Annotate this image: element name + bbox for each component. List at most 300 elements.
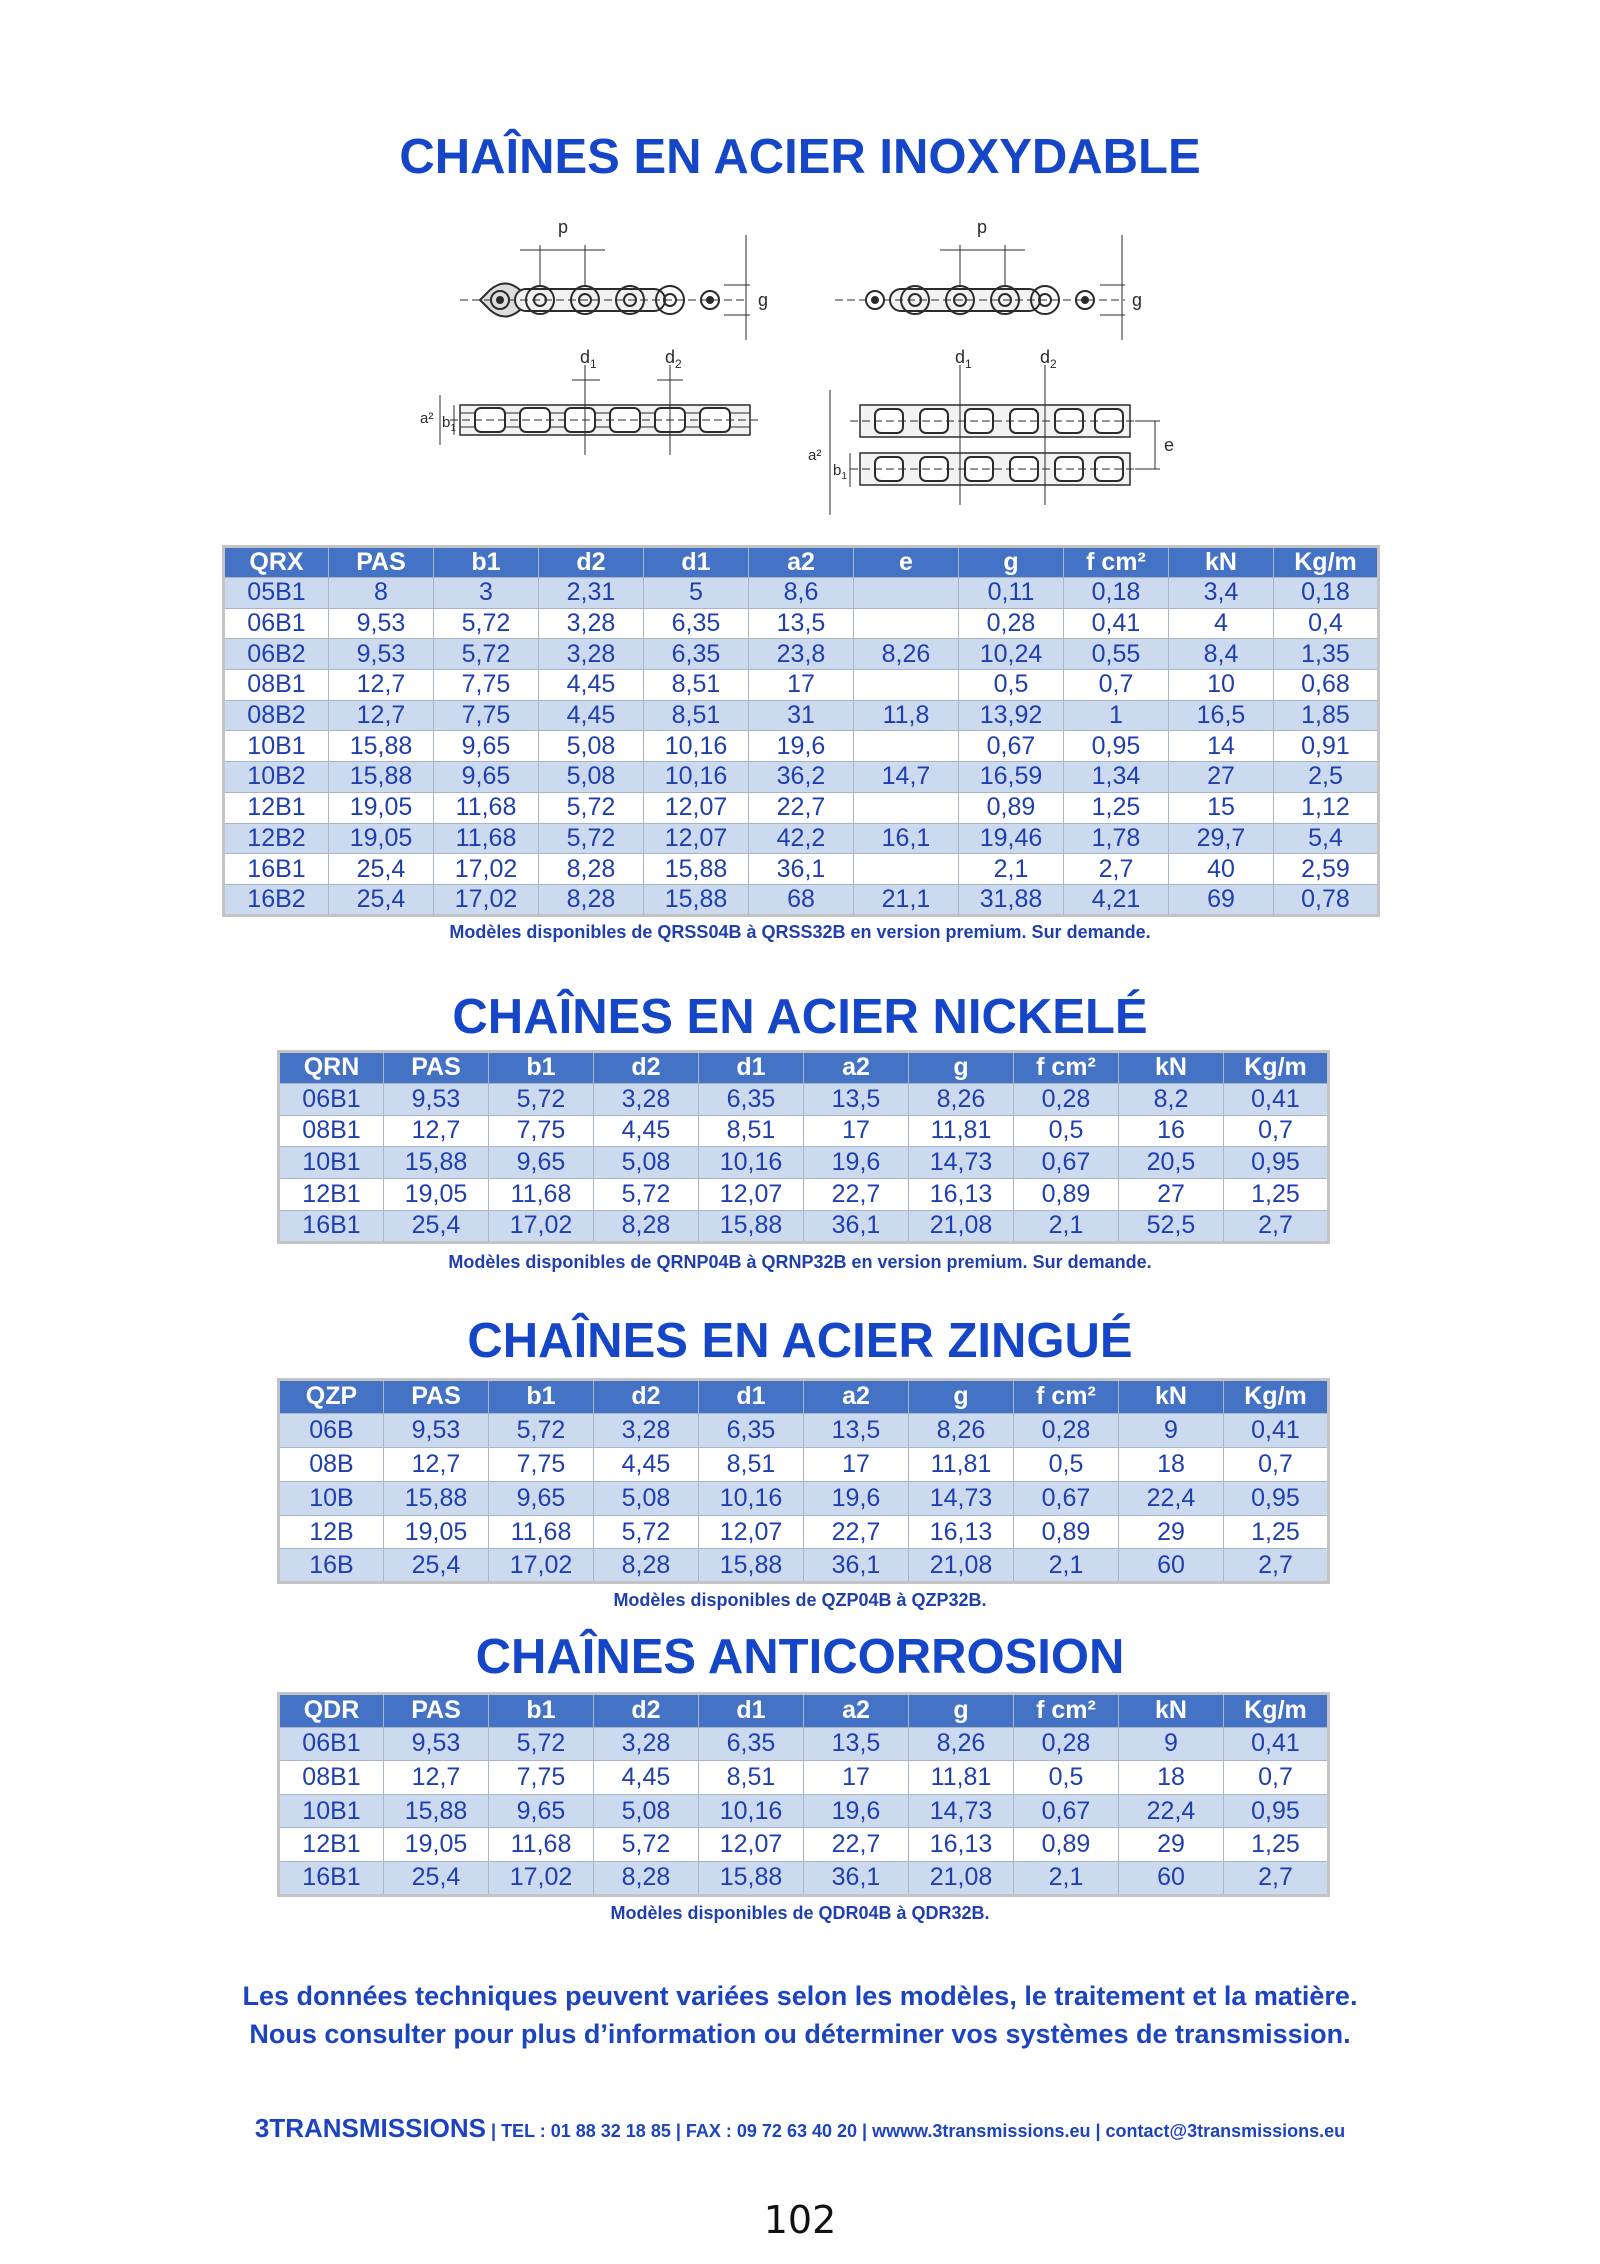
table-cell: 7,75 bbox=[489, 1115, 594, 1147]
table-cell: 2,7 bbox=[1224, 1549, 1329, 1583]
table-cell: 8,6 bbox=[749, 578, 854, 609]
table-cell: 10B1 bbox=[279, 1147, 384, 1179]
table-row bbox=[279, 1413, 1329, 1447]
b1-label-duplex: $b_1$ bbox=[833, 462, 847, 482]
table-cell: 0,41 bbox=[1064, 608, 1169, 639]
column-header: kN bbox=[1119, 1052, 1224, 1084]
phone-number: TEL : 01 88 32 18 85 bbox=[501, 2121, 671, 2141]
table-cell: 0,55 bbox=[1064, 639, 1169, 670]
table-cell: 18 bbox=[1119, 1761, 1224, 1795]
table-cell: 5,72 bbox=[434, 608, 539, 639]
page-number: 102 bbox=[763, 2198, 837, 2242]
table-row bbox=[279, 1549, 1329, 1583]
table-cell: 8,51 bbox=[699, 1447, 804, 1481]
company-name: 3TRANSMISSIONS bbox=[254, 2113, 487, 2143]
table-note-anticorrosion: Modèles disponibles de QDR04B à QDR32B. bbox=[610, 1903, 990, 1923]
table-cell: 9,53 bbox=[384, 1413, 489, 1447]
column-header: g bbox=[909, 1380, 1014, 1414]
table-cell: 0,18 bbox=[1064, 578, 1169, 609]
table-cell: 2,59 bbox=[1274, 854, 1379, 885]
table-cell: 69 bbox=[1169, 884, 1274, 915]
table-cell bbox=[854, 578, 959, 609]
column-header: a2 bbox=[749, 547, 854, 578]
table-cell: 4,45 bbox=[539, 700, 644, 731]
table-cell: 8,28 bbox=[594, 1549, 699, 1583]
table-row bbox=[279, 1179, 1329, 1211]
table-cell: 12,07 bbox=[644, 823, 749, 854]
table-cell: 29,7 bbox=[1169, 823, 1274, 854]
table-cell: 1,25 bbox=[1224, 1179, 1329, 1211]
table-cell: 5,72 bbox=[489, 1413, 594, 1447]
d2-label: $d_2$ bbox=[665, 347, 682, 371]
table-cell: 8,51 bbox=[699, 1115, 804, 1147]
table-cell: 2,1 bbox=[1014, 1549, 1119, 1583]
table-cell: 9,65 bbox=[489, 1147, 594, 1179]
column-header: f cm² bbox=[1014, 1694, 1119, 1728]
table-cell: 0,11 bbox=[959, 578, 1064, 609]
table-cell: 31 bbox=[749, 700, 854, 731]
table-cell: 42,2 bbox=[749, 823, 854, 854]
table-cell: 16B2 bbox=[224, 884, 329, 915]
column-header: f cm² bbox=[1064, 547, 1169, 578]
website-link[interactable]: wwww.3transmissions.eu bbox=[872, 2121, 1091, 2141]
table-cell: 9,53 bbox=[329, 639, 434, 670]
spec-table-zinc bbox=[277, 1378, 1330, 1584]
table-row bbox=[279, 1210, 1329, 1242]
table-row bbox=[279, 1861, 1329, 1895]
table-cell: 4,45 bbox=[539, 670, 644, 701]
table-cell: 21,08 bbox=[909, 1210, 1014, 1242]
table-cell: 0,7 bbox=[1224, 1447, 1329, 1481]
pitch-label-duplex: p bbox=[977, 217, 988, 237]
table-cell: 15 bbox=[1169, 792, 1274, 823]
column-header: QDR bbox=[279, 1694, 384, 1728]
table-cell: 11,81 bbox=[909, 1115, 1014, 1147]
table-cell: 25,4 bbox=[329, 854, 434, 885]
table-cell: 6,35 bbox=[699, 1727, 804, 1761]
table-cell: 19,05 bbox=[384, 1179, 489, 1211]
table-cell: 11,68 bbox=[489, 1179, 594, 1211]
table-cell: 19,6 bbox=[804, 1147, 909, 1179]
table-cell: 60 bbox=[1119, 1861, 1224, 1895]
table-cell: 11,68 bbox=[489, 1515, 594, 1549]
column-header: d1 bbox=[644, 547, 749, 578]
table-cell: 0,4 bbox=[1274, 608, 1379, 639]
column-header: Kg/m bbox=[1224, 1052, 1329, 1084]
column-header: d1 bbox=[699, 1052, 804, 1084]
table-row bbox=[279, 1115, 1329, 1147]
table-cell: 17,02 bbox=[489, 1549, 594, 1583]
g-label: g bbox=[758, 290, 769, 310]
column-header: Kg/m bbox=[1274, 547, 1379, 578]
table-cell: 13,5 bbox=[749, 608, 854, 639]
table-cell: 8,51 bbox=[644, 700, 749, 731]
table-cell: 16,1 bbox=[854, 823, 959, 854]
table-cell: 8,51 bbox=[644, 670, 749, 701]
column-header: b1 bbox=[489, 1694, 594, 1728]
table-row bbox=[224, 608, 1379, 639]
table-cell: 17,02 bbox=[434, 884, 539, 915]
table-cell: 0,7 bbox=[1064, 670, 1169, 701]
table-cell: 0,95 bbox=[1224, 1481, 1329, 1515]
column-header: PAS bbox=[384, 1380, 489, 1414]
column-header: a2 bbox=[804, 1052, 909, 1084]
table-cell: 10B1 bbox=[279, 1794, 384, 1828]
table-row bbox=[279, 1147, 1329, 1179]
table-cell: 14,73 bbox=[909, 1147, 1014, 1179]
table-cell: 1,25 bbox=[1064, 792, 1169, 823]
table-cell: 11,68 bbox=[434, 823, 539, 854]
table-cell: 25,4 bbox=[384, 1210, 489, 1242]
table-note-nickel: Modèles disponibles de QRNP04B à QRNP32B en version premium. Sur demande. bbox=[448, 1252, 1152, 1272]
table-cell: 16,13 bbox=[909, 1828, 1014, 1862]
table-cell: 6,35 bbox=[699, 1413, 804, 1447]
table-cell: 0,18 bbox=[1274, 578, 1379, 609]
table-cell: 27 bbox=[1169, 762, 1274, 793]
table-cell: 12B1 bbox=[279, 1828, 384, 1862]
table-cell: 17,02 bbox=[489, 1210, 594, 1242]
table-cell: 15,88 bbox=[644, 854, 749, 885]
table-cell: 29 bbox=[1119, 1515, 1224, 1549]
table-cell: 8,28 bbox=[594, 1861, 699, 1895]
table-cell: 3,28 bbox=[539, 639, 644, 670]
table-cell: 19,05 bbox=[329, 792, 434, 823]
table-cell: 16,13 bbox=[909, 1515, 1014, 1549]
info-line-1: Les données techniques peuvent variées selon les modèles, le traitement et la matière. bbox=[242, 1981, 1358, 2011]
column-header: d2 bbox=[539, 547, 644, 578]
table-cell: 21,1 bbox=[854, 884, 959, 915]
table-cell: 9,65 bbox=[434, 762, 539, 793]
table-cell: 16,59 bbox=[959, 762, 1064, 793]
table-cell: 12,7 bbox=[384, 1115, 489, 1147]
column-header: QRX bbox=[224, 547, 329, 578]
table-cell: 0,41 bbox=[1224, 1727, 1329, 1761]
table-cell: 08B1 bbox=[279, 1115, 384, 1147]
table-cell: 10,16 bbox=[644, 731, 749, 762]
table-row bbox=[224, 792, 1379, 823]
table-cell: 1,35 bbox=[1274, 639, 1379, 670]
fax-number: FAX : 09 72 63 40 20 bbox=[685, 2121, 858, 2141]
table-row bbox=[224, 762, 1379, 793]
table-cell: 25,4 bbox=[384, 1861, 489, 1895]
table-cell: 8,26 bbox=[909, 1727, 1014, 1761]
column-header: d2 bbox=[594, 1380, 699, 1414]
table-cell: 15,88 bbox=[329, 731, 434, 762]
table-cell: 05B1 bbox=[224, 578, 329, 609]
column-header: d1 bbox=[699, 1694, 804, 1728]
table-cell: 5,08 bbox=[594, 1794, 699, 1828]
table-cell: 1,34 bbox=[1064, 762, 1169, 793]
table-cell: 0,95 bbox=[1064, 731, 1169, 762]
table-cell: 5,72 bbox=[594, 1828, 699, 1862]
table-cell: 5,4 bbox=[1274, 823, 1379, 854]
table-row bbox=[224, 854, 1379, 885]
table-cell: 0,5 bbox=[959, 670, 1064, 701]
column-header: kN bbox=[1169, 547, 1274, 578]
column-header: d2 bbox=[594, 1694, 699, 1728]
table-cell: 12,07 bbox=[699, 1515, 804, 1549]
table-cell: 0,67 bbox=[959, 731, 1064, 762]
table-cell: 14 bbox=[1169, 731, 1274, 762]
column-header: Kg/m bbox=[1224, 1380, 1329, 1414]
table-cell: 08B bbox=[279, 1447, 384, 1481]
table-row bbox=[279, 1447, 1329, 1481]
table-cell: 8,28 bbox=[539, 854, 644, 885]
table-cell: 1,85 bbox=[1274, 700, 1379, 731]
table-cell: 36,1 bbox=[804, 1549, 909, 1583]
table-cell: 19,6 bbox=[749, 731, 854, 762]
spec-table-inox bbox=[222, 545, 1380, 917]
table-cell bbox=[854, 608, 959, 639]
table-cell: 6,35 bbox=[644, 608, 749, 639]
table-cell: 21,08 bbox=[909, 1861, 1014, 1895]
table-cell: 8,2 bbox=[1119, 1083, 1224, 1115]
table-cell bbox=[854, 731, 959, 762]
table-cell: 5,72 bbox=[489, 1083, 594, 1115]
column-header: d1 bbox=[699, 1380, 804, 1414]
table-cell: 16B1 bbox=[279, 1861, 384, 1895]
table-cell: 3,28 bbox=[594, 1413, 699, 1447]
table-cell: 22,4 bbox=[1119, 1794, 1224, 1828]
e-label: e bbox=[1164, 435, 1175, 455]
table-cell: 06B bbox=[279, 1413, 384, 1447]
table-cell: 12B2 bbox=[224, 823, 329, 854]
table-cell: 0,78 bbox=[1274, 884, 1379, 915]
table-cell: 08B2 bbox=[224, 700, 329, 731]
table-cell: 29 bbox=[1119, 1828, 1224, 1862]
table-cell: 5,08 bbox=[594, 1481, 699, 1515]
table-cell: 06B1 bbox=[279, 1727, 384, 1761]
table-cell bbox=[854, 854, 959, 885]
column-header: g bbox=[909, 1694, 1014, 1728]
table-cell: 10B1 bbox=[224, 731, 329, 762]
table-cell: 3,4 bbox=[1169, 578, 1274, 609]
a2-label: a² bbox=[420, 410, 434, 427]
table-cell: 0,28 bbox=[1014, 1083, 1119, 1115]
chain-dimension-diagram bbox=[420, 205, 1190, 535]
column-header: e bbox=[854, 547, 959, 578]
table-cell: 16B1 bbox=[224, 854, 329, 885]
spec-table-anticorrosion bbox=[277, 1692, 1330, 1897]
table-cell: 11,68 bbox=[434, 792, 539, 823]
table-cell: 17 bbox=[804, 1115, 909, 1147]
table-cell: 11,81 bbox=[909, 1447, 1014, 1481]
table-cell: 0,68 bbox=[1274, 670, 1379, 701]
table-cell: 10,16 bbox=[699, 1147, 804, 1179]
table-cell bbox=[854, 670, 959, 701]
duplex-chain-side-view bbox=[830, 365, 1160, 515]
table-cell: 12,7 bbox=[384, 1447, 489, 1481]
table-cell: 2,31 bbox=[539, 578, 644, 609]
table-cell: 0,28 bbox=[959, 608, 1064, 639]
table-row bbox=[279, 1828, 1329, 1862]
table-row bbox=[224, 639, 1379, 670]
table-cell: 3,28 bbox=[539, 608, 644, 639]
column-header: f cm² bbox=[1014, 1380, 1119, 1414]
table-cell: 08B1 bbox=[224, 670, 329, 701]
table-row bbox=[224, 578, 1379, 609]
pitch-label: p bbox=[558, 217, 569, 237]
table-cell: 15,88 bbox=[699, 1549, 804, 1583]
column-header: kN bbox=[1119, 1694, 1224, 1728]
table-cell: 2,1 bbox=[1014, 1210, 1119, 1242]
column-header: g bbox=[909, 1052, 1014, 1084]
table-cell: 23,8 bbox=[749, 639, 854, 670]
table-cell: 0,41 bbox=[1224, 1083, 1329, 1115]
table-cell: 52,5 bbox=[1119, 1210, 1224, 1242]
table-cell: 13,5 bbox=[804, 1083, 909, 1115]
table-cell: 9,65 bbox=[434, 731, 539, 762]
table-cell: 0,7 bbox=[1224, 1761, 1329, 1795]
table-cell: 12,07 bbox=[699, 1179, 804, 1211]
table-cell: 17 bbox=[804, 1761, 909, 1795]
table-cell: 4,45 bbox=[594, 1115, 699, 1147]
table-cell: 10 bbox=[1169, 670, 1274, 701]
table-cell: 15,88 bbox=[329, 762, 434, 793]
table-cell: 0,89 bbox=[1014, 1179, 1119, 1211]
table-cell: 06B1 bbox=[224, 608, 329, 639]
table-cell: 0,28 bbox=[1014, 1727, 1119, 1761]
table-cell: 14,73 bbox=[909, 1481, 1014, 1515]
table-cell: 5,08 bbox=[539, 731, 644, 762]
table-cell: 12B1 bbox=[279, 1179, 384, 1211]
table-cell: 27 bbox=[1119, 1179, 1224, 1211]
spec-table-nickel bbox=[277, 1050, 1330, 1244]
d2-label-duplex: $d_2$ bbox=[1040, 347, 1057, 371]
table-cell: 15,88 bbox=[644, 884, 749, 915]
table-cell: 5,08 bbox=[594, 1147, 699, 1179]
table-cell: 25,4 bbox=[384, 1549, 489, 1583]
table-cell: 12B bbox=[279, 1515, 384, 1549]
table-cell: 3,28 bbox=[594, 1083, 699, 1115]
table-cell: 7,75 bbox=[489, 1447, 594, 1481]
column-header: QZP bbox=[279, 1380, 384, 1414]
table-cell: 17 bbox=[804, 1447, 909, 1481]
table-cell: 5 bbox=[644, 578, 749, 609]
table-cell: 25,4 bbox=[329, 884, 434, 915]
section-title-inox: CHAÎNES EN ACIER INOXYDABLE bbox=[399, 130, 1201, 184]
table-cell: 15,88 bbox=[699, 1210, 804, 1242]
table-cell: 36,2 bbox=[749, 762, 854, 793]
table-cell: 4 bbox=[1169, 608, 1274, 639]
table-cell: 36,1 bbox=[804, 1861, 909, 1895]
table-row bbox=[224, 731, 1379, 762]
table-cell: 1,25 bbox=[1224, 1515, 1329, 1549]
table-cell: 17 bbox=[749, 670, 854, 701]
table-cell: 0,7 bbox=[1224, 1115, 1329, 1147]
email-link[interactable]: contact@3transmissions.eu bbox=[1105, 2121, 1346, 2141]
table-cell: 0,95 bbox=[1224, 1147, 1329, 1179]
table-cell: 5,72 bbox=[594, 1179, 699, 1211]
table-cell: 0,89 bbox=[1014, 1828, 1119, 1862]
table-cell: 22,7 bbox=[749, 792, 854, 823]
table-cell: 0,89 bbox=[959, 792, 1064, 823]
simple-chain-side-view bbox=[440, 365, 760, 455]
table-cell: 13,92 bbox=[959, 700, 1064, 731]
column-header: PAS bbox=[384, 1694, 489, 1728]
column-header: PAS bbox=[329, 547, 434, 578]
table-row bbox=[279, 1515, 1329, 1549]
table-cell: 18 bbox=[1119, 1447, 1224, 1481]
table-cell: 4,45 bbox=[594, 1447, 699, 1481]
g-label-duplex: g bbox=[1132, 290, 1143, 310]
table-cell: 8,26 bbox=[854, 639, 959, 670]
table-cell: 19,05 bbox=[329, 823, 434, 854]
table-cell: 10,16 bbox=[699, 1481, 804, 1515]
duplex-chain-top-view bbox=[835, 235, 1125, 340]
table-cell: 6,35 bbox=[644, 639, 749, 670]
table-cell bbox=[854, 792, 959, 823]
table-cell: 31,88 bbox=[959, 884, 1064, 915]
table-cell: 0,28 bbox=[1014, 1413, 1119, 1447]
column-header: d2 bbox=[594, 1052, 699, 1084]
table-cell: 16B1 bbox=[279, 1210, 384, 1242]
table-cell: 9,53 bbox=[384, 1727, 489, 1761]
info-text bbox=[0, 1977, 1600, 2054]
table-cell: 7,75 bbox=[489, 1761, 594, 1795]
table-cell: 0,41 bbox=[1224, 1413, 1329, 1447]
table-cell: 12B1 bbox=[224, 792, 329, 823]
table-cell: 11,81 bbox=[909, 1761, 1014, 1795]
table-cell: 9 bbox=[1119, 1727, 1224, 1761]
table-cell: 8,4 bbox=[1169, 639, 1274, 670]
column-header: f cm² bbox=[1014, 1052, 1119, 1084]
table-row bbox=[279, 1761, 1329, 1795]
table-cell: 13,5 bbox=[804, 1727, 909, 1761]
table-cell: 10,16 bbox=[644, 762, 749, 793]
table-cell: 68 bbox=[749, 884, 854, 915]
table-row bbox=[279, 1481, 1329, 1515]
table-cell: 16,13 bbox=[909, 1179, 1014, 1211]
table-note-zinc: Modèles disponibles de QZP04B à QZP32B. bbox=[613, 1590, 987, 1610]
table-cell: 5,08 bbox=[539, 762, 644, 793]
table-row bbox=[279, 1083, 1329, 1115]
table-cell: 4,21 bbox=[1064, 884, 1169, 915]
table-cell: 8,26 bbox=[909, 1083, 1014, 1115]
simple-chain-top-view bbox=[460, 235, 750, 340]
column-header: kN bbox=[1119, 1380, 1224, 1414]
table-cell: 16,5 bbox=[1169, 700, 1274, 731]
table-cell: 19,6 bbox=[804, 1794, 909, 1828]
table-cell: 10,24 bbox=[959, 639, 1064, 670]
table-cell: 60 bbox=[1119, 1549, 1224, 1583]
table-cell: 10,16 bbox=[699, 1794, 804, 1828]
column-header: b1 bbox=[489, 1380, 594, 1414]
section-title-nickel: CHAÎNES EN ACIER NICKELÉ bbox=[452, 990, 1148, 1044]
table-cell: 22,7 bbox=[804, 1179, 909, 1211]
table-cell: 08B1 bbox=[279, 1761, 384, 1795]
table-cell: 9,65 bbox=[489, 1794, 594, 1828]
info-line-2: Nous consulter pour plus d’information ou déterminer vos systèmes de transmission. bbox=[249, 2019, 1351, 2050]
table-cell: 9,53 bbox=[384, 1083, 489, 1115]
table-cell: 40 bbox=[1169, 854, 1274, 885]
table-cell: 06B1 bbox=[279, 1083, 384, 1115]
section-title-zinc: CHAÎNES EN ACIER ZINGUÉ bbox=[467, 1314, 1133, 1368]
table-cell: 4,45 bbox=[594, 1761, 699, 1795]
table-cell: 16B bbox=[279, 1549, 384, 1583]
table-row bbox=[224, 884, 1379, 915]
table-cell: 22,7 bbox=[804, 1828, 909, 1862]
table-cell: 11,8 bbox=[854, 700, 959, 731]
table-cell: 5,72 bbox=[594, 1515, 699, 1549]
table-cell: 2,7 bbox=[1064, 854, 1169, 885]
table-cell: 2,5 bbox=[1274, 762, 1379, 793]
table-row bbox=[279, 1794, 1329, 1828]
table-cell: 8,26 bbox=[909, 1413, 1014, 1447]
table-cell: 12,7 bbox=[329, 700, 434, 731]
table-cell: 36,1 bbox=[804, 1210, 909, 1242]
column-header: Kg/m bbox=[1224, 1694, 1329, 1728]
